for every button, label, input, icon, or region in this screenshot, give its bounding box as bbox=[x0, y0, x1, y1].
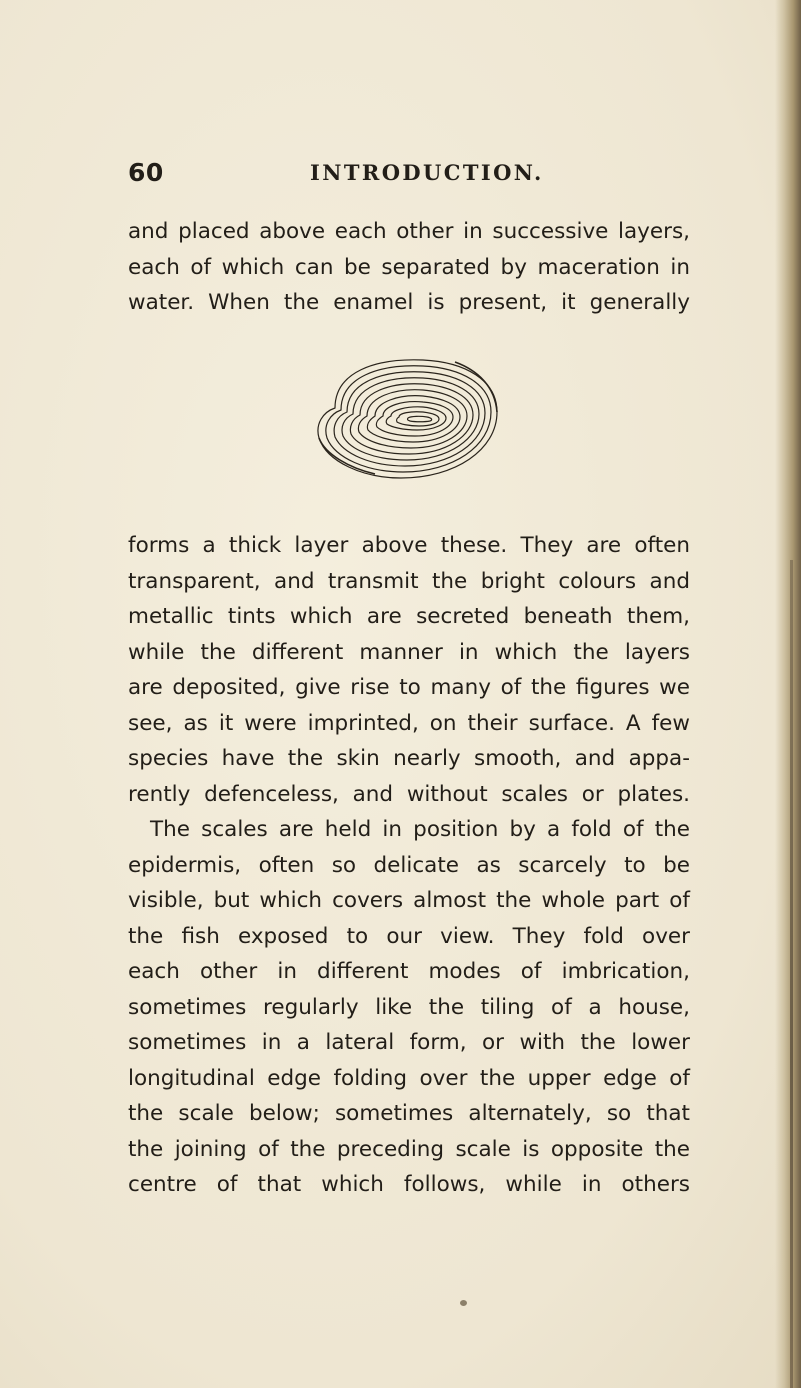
binding-edge bbox=[790, 560, 793, 1388]
text-line: longitudinal edge folding over the upper edge of bbox=[128, 1065, 690, 1091]
text-line: and placed above each other in successive layers, bbox=[128, 219, 690, 244]
text-line: metallic tints which are secreted beneath them, bbox=[128, 604, 690, 629]
text-line: the scale below; sometimes alternately, so that bbox=[128, 1101, 690, 1126]
text-line: each other in different modes of imbrication, bbox=[128, 959, 690, 984]
text-line: the joining of the preceding scale is opposite the bbox=[128, 1136, 690, 1162]
text-line: while the different manner in which the layers bbox=[128, 639, 690, 665]
page-header bbox=[128, 150, 688, 190]
page-edge-shadow bbox=[775, 0, 801, 1388]
text-line: are deposited, give rise to many of the figures we bbox=[128, 675, 690, 700]
text-line: The scales are held in position by a fold of the bbox=[150, 817, 690, 842]
text-line: centre of that which follows, while in others bbox=[128, 1172, 690, 1197]
ink-speck bbox=[460, 1300, 467, 1306]
text-line: sometimes in a lateral form, or with the lower bbox=[128, 1030, 690, 1055]
concentric-scale-layers-icon bbox=[305, 350, 515, 490]
text-line: each of which can be separated by maceration in bbox=[128, 254, 690, 280]
text-line: see, as it were imprinted, on their surface. A few bbox=[128, 710, 690, 736]
text-line: transparent, and transmit the bright colours and bbox=[128, 568, 690, 594]
running-head: INTRODUCTION. bbox=[310, 160, 544, 185]
text-line: epidermis, often so delicate as scarcely to be bbox=[128, 852, 690, 878]
text-line: species have the skin nearly smooth, and appa- bbox=[128, 746, 690, 771]
paragraph-2 bbox=[128, 528, 690, 1203]
text-line: forms a thick layer above these. They are often bbox=[128, 533, 690, 558]
page-number: 60 bbox=[128, 158, 164, 187]
text-line: water. When the enamel is present, it generally bbox=[128, 290, 690, 315]
paragraph-1 bbox=[128, 214, 690, 321]
text-line: rently defenceless, and without scales or plates. bbox=[128, 781, 690, 807]
text-line: sometimes regularly like the tiling of a house, bbox=[128, 994, 690, 1020]
text-line: the fish exposed to our view. They fold over bbox=[128, 923, 690, 949]
text-line: visible, but which covers almost the whole part of bbox=[128, 888, 690, 913]
